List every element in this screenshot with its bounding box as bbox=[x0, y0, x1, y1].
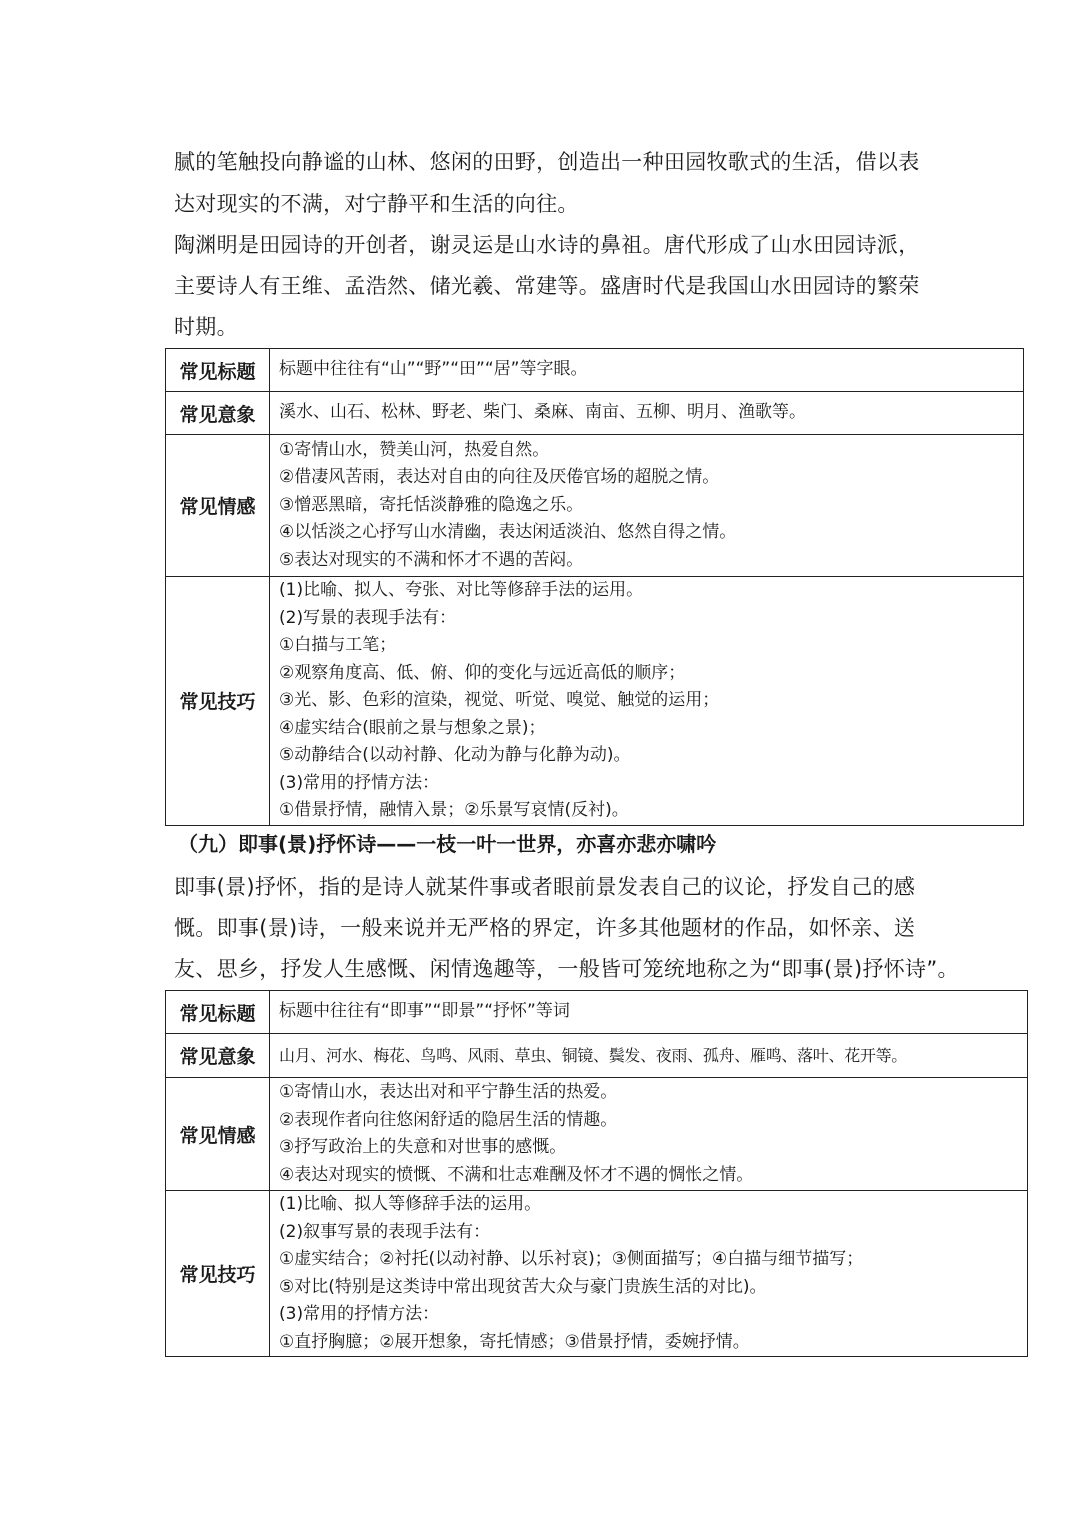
table-row bbox=[166, 349, 1024, 392]
table-occasional-poetry bbox=[165, 990, 1028, 1357]
section-line: 慨。即事(景)诗，一般来说并无严格的界定，许多其他题材的作品，如怀亲、送 bbox=[174, 916, 916, 940]
section-line: 友、思乡，抒发人生感慨、闲情逸趣等，一般皆可笼统地称之为“即事(景)抒怀诗”。 bbox=[174, 957, 959, 981]
section-heading: （九）即事(景)抒怀诗——一枝一叶一世界，亦喜亦悲亦啸吟 bbox=[178, 832, 717, 856]
content-line: ⑤对比(特别是这类诗中常出现贫苦大众与豪门贵族生活的对比)。 bbox=[279, 1276, 767, 1297]
intro-line: 主要诗人有王维、孟浩然、储光羲、常建等。盛唐时代是我国山水田园诗的繁荣 bbox=[174, 274, 920, 298]
row-content bbox=[270, 1191, 1028, 1357]
table-row bbox=[166, 1078, 1028, 1191]
content-line: ④以恬淡之心抒写山水清幽，表达闲适淡泊、悠然自得之情。 bbox=[279, 522, 737, 543]
row-label: 常见情感 bbox=[166, 435, 270, 577]
content-line: ①借景抒情，融情入景；②乐景写哀情(反衬)。 bbox=[279, 800, 629, 820]
content-line: ①虚实结合；②衬托(以动衬静、以乐衬哀)；③侧面描写；④白描与细节描写； bbox=[279, 1249, 864, 1269]
content-line: ④虚实结合(眼前之景与想象之景)； bbox=[279, 717, 546, 738]
row-content bbox=[270, 349, 1024, 392]
table-row bbox=[166, 435, 1024, 577]
row-content bbox=[270, 435, 1024, 577]
row-label: 常见技巧 bbox=[166, 577, 270, 826]
content-line: 山月、河水、梅花、鸟鸣、风雨、草虫、铜镜、鬓发、夜雨、孤舟、雁鸣、落叶、花开等。 bbox=[279, 1045, 908, 1065]
row-content bbox=[270, 1078, 1028, 1191]
content-line: (3)常用的抒情方法： bbox=[279, 772, 440, 793]
content-line: 溪水、山石、松林、野老、柴门、桑麻、南亩、五柳、明月、渔歌等。 bbox=[279, 402, 806, 423]
row-label: 常见技巧 bbox=[166, 1191, 270, 1357]
content-line: (3)常用的抒情方法： bbox=[279, 1304, 440, 1324]
content-line: ①白描与工笔； bbox=[279, 635, 397, 655]
content-line: ③抒写政治上的失意和对世事的感慨。 bbox=[279, 1137, 567, 1157]
content-line: ③光、影、色彩的渲染，视觉、听觉、嗅觉、触觉的运用； bbox=[279, 690, 720, 710]
content-line: ①寄情山水，赞美山河，热爱自然。 bbox=[279, 439, 550, 460]
content-line: ②表现作者向往悠闲舒适的隐居生活的情趣。 bbox=[279, 1109, 618, 1130]
intro-line: 陶渊明是田园诗的开创者，谢灵运是山水诗的鼻祖。唐代形成了山水田园诗派， bbox=[174, 233, 920, 257]
content-line: ①直抒胸臆；②展开想象，寄托情感；③借景抒情，委婉抒情。 bbox=[279, 1331, 750, 1352]
intro-line: 时期。 bbox=[174, 315, 238, 339]
row-label: 常见意象 bbox=[166, 1034, 270, 1078]
row-content bbox=[270, 577, 1024, 826]
row-label: 常见标题 bbox=[166, 991, 270, 1034]
content-line: ⑤表达对现实的不满和怀才不遇的苦闷。 bbox=[279, 549, 584, 570]
content-line: ⑤动静结合(以动衬静、化动为静与化静为动)。 bbox=[279, 745, 631, 765]
table-row bbox=[166, 1191, 1028, 1357]
content-line: (1)比喻、拟人、夸张、对比等修辞手法的运用。 bbox=[279, 580, 644, 600]
content-line: ④表达对现实的愤慨、不满和壮志难酬及怀才不遇的惆怅之情。 bbox=[279, 1164, 754, 1185]
row-label: 常见情感 bbox=[166, 1078, 270, 1191]
table-row bbox=[166, 991, 1028, 1034]
row-label: 常见标题 bbox=[166, 349, 270, 392]
content-line: (2)叙事写景的表现手法有： bbox=[279, 1221, 491, 1242]
content-line: ②观察角度高、低、俯、仰的变化与远近高低的顺序； bbox=[279, 662, 686, 683]
table-row bbox=[166, 392, 1024, 435]
table-row bbox=[166, 577, 1024, 826]
table-landscape-poetry bbox=[165, 348, 1024, 826]
row-label: 常见意象 bbox=[166, 392, 270, 435]
row-content bbox=[270, 392, 1024, 435]
content-line: 标题中往往有“即事”“即景”“抒怀”等词 bbox=[279, 1001, 570, 1022]
content-line: 标题中往往有“山”“野”“田”“居”等字眼。 bbox=[279, 359, 588, 380]
row-content bbox=[270, 1034, 1028, 1078]
intro-line: 腻的笔触投向静谧的山林、悠闲的田野，创造出一种田园牧歌式的生活，借以表 bbox=[174, 150, 920, 174]
intro-line: 达对现实的不满，对宁静平和生活的向往。 bbox=[174, 192, 579, 216]
content-line: ③憎恶黑暗，寄托恬淡静雅的隐逸之乐。 bbox=[279, 494, 584, 515]
content-line: (1)比喻、拟人等修辞手法的运用。 bbox=[279, 1194, 542, 1214]
section-line: 即事(景)抒怀，指的是诗人就某件事或者眼前景发表自己的议论，抒发自己的感 bbox=[174, 875, 916, 899]
content-line: (2)写景的表现手法有： bbox=[279, 607, 457, 628]
content-line: ②借凄风苦雨，表达对自由的向往及厌倦官场的超脱之情。 bbox=[279, 467, 720, 488]
content-line: ①寄情山水，表达出对和平宁静生活的热爱。 bbox=[279, 1082, 618, 1102]
row-content bbox=[270, 991, 1028, 1034]
table-row bbox=[166, 1034, 1028, 1078]
